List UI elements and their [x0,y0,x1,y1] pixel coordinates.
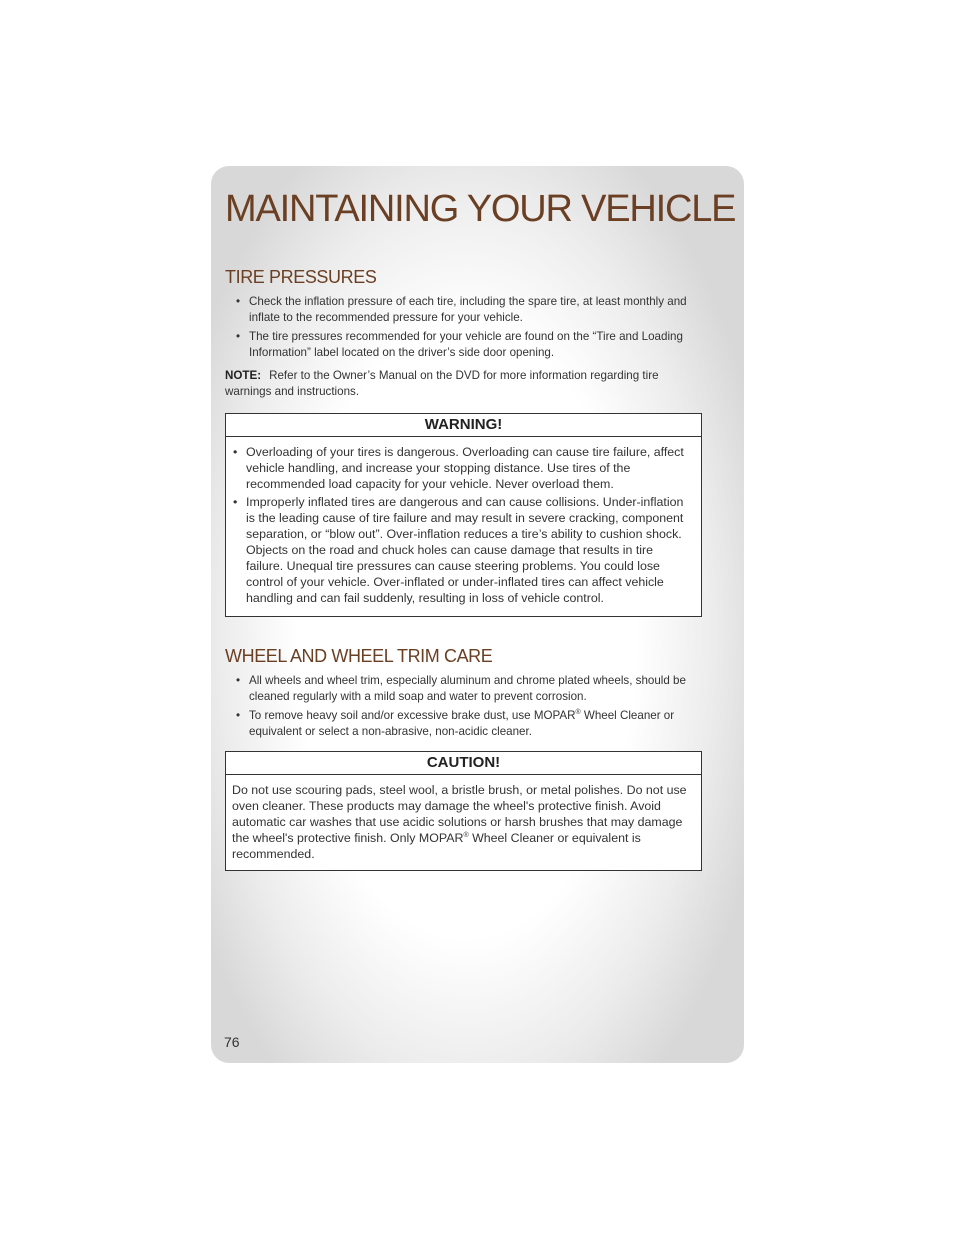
bullet-icon: • [236,295,241,308]
list-item: • To remove heavy soil and/or excessive brake dust, use MOPAR® Wheel Cleaner or equivalent or select a non-abrasive, non-acidic cleaner. [236,709,675,738]
page-number: 76 [224,1034,240,1050]
caution-box [225,751,702,871]
caution-header: CAUTION! [226,752,701,775]
bullet-icon: • [236,709,241,722]
page-title: MAINTAINING YOUR VEHICLE [225,188,736,230]
caution-text: Do not use scouring pads, steel wool, a bristle brush, or metal polishes. Do not use oven cleaner. These products may damage the wheel's protective finish. Avoid automatic car washes that use acidic solutions or harsh brushes that may damage the wheel's protective finish. Only MOPAR® Wheel Cleaner or equivalent is recommended. [232,783,687,861]
list-item: • Improperly inflated tires are dangerous and can cause collisions. Under-inflation is the leading cause of tire failure and may result in severe cracking, component separation, or “blow out”. Over-inflation reduces a tire’s ability to cushion shock. Objects on the road and chuck holes can cause damage that results in tire failure. Unequal tire pressures can cause steering problems. You could lose control of your vehicle. Over-inflated or under-inflated tires can affect vehicle handling and can fail suddenly, resulting in loss of vehicle control. [233,495,684,605]
warning-list [232,444,693,606]
bullet-icon: • [236,330,241,343]
bullet-icon: • [233,495,238,509]
list-item: • The tire pressures recommended for your vehicle are found on the “Tire and Loading Information” label located on the driver’s side door opening. [236,330,683,359]
wheel-care-heading: WHEEL AND WHEEL TRIM CARE [225,646,493,666]
warning-box [225,413,702,617]
list-item: • Overloading of your tires is dangerous. Overloading can cause tire failure, affect vehicle handling, and increase your stopping distance. Use tires of the recommended load capacity for your vehicle. Never overload them. [233,445,684,491]
note-text: Refer to the Owner’s Manual on the DVD for more information regarding tire warnings and instructions. [225,369,659,398]
list-item: • Check the inflation pressure of each tire, including the spare tire, at least monthly and inflate to the recommended pressure for your vehicle. [236,295,687,324]
list-item: • All wheels and wheel trim, especially aluminum and chrome plated wheels, should be cleaned regularly with a mild soap and water to prevent corrosion. [236,674,686,703]
tire-note [225,368,703,400]
bullet-icon: • [236,674,241,687]
bullet-icon: • [233,445,238,459]
note-label: NOTE: [225,369,262,382]
tire-pressures-heading: TIRE PRESSURES [225,267,377,287]
warning-header: WARNING! [226,414,701,437]
tire-pressures-list [235,294,705,364]
wheel-care-list [235,673,705,743]
